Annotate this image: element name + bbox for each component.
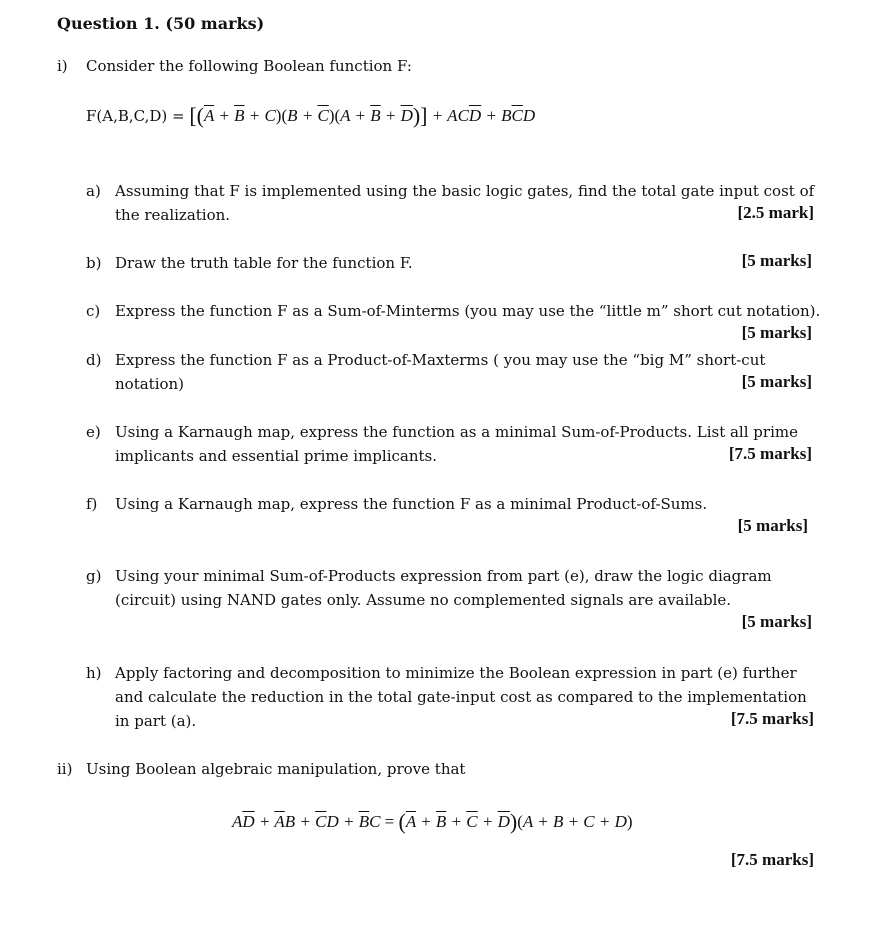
part-ii-marks: [7.5 marks]	[730, 850, 814, 869]
question-title: Question 1. (50 marks)	[57, 14, 265, 33]
item-g-line1: Using your minimal Sum-of-Products expression from part (e), draw the logic diagram	[115, 567, 772, 585]
item-d-marks: [5 marks]	[741, 372, 812, 391]
part-i-intro: Consider the following Boolean function F:	[86, 57, 412, 75]
item-a-letter: a)	[86, 182, 101, 200]
item-c-line1: Express the function F as a Sum-of-Minterms (you may use the “little m” short cut notation).	[115, 302, 821, 320]
item-b-marks: [5 marks]	[741, 251, 812, 270]
item-d-line2: notation)	[115, 375, 185, 393]
item-h-letter: h)	[86, 664, 102, 682]
part-ii-intro: Using Boolean algebraic manipulation, prove that	[86, 760, 466, 778]
item-b-line1: Draw the truth table for the function F.	[115, 254, 413, 272]
item-f-line1: Using a Karnaugh map, express the function F as a minimal Product-of-Sums.	[115, 495, 708, 513]
function-lhs: F(A,B,C,D) =	[86, 107, 190, 125]
part-ii-number: ii)	[57, 760, 73, 778]
item-d-letter: d)	[86, 351, 102, 369]
item-f-letter: f)	[86, 495, 98, 513]
item-a-marks: [2.5 mark]	[737, 203, 814, 222]
item-e-marks: [7.5 marks]	[728, 444, 812, 463]
item-h-line2: and calculate the reduction in the total gate-input cost as compared to the implementation	[115, 688, 807, 706]
item-a-line1: Assuming that F is implemented using the basic logic gates, find the total gate input cost of	[115, 182, 815, 200]
item-e-line1: Using a Karnaugh map, express the function as a minimal Sum-of-Products. List all prime	[115, 423, 798, 441]
part-i-number: i)	[57, 57, 68, 75]
function-f-formula	[86, 103, 535, 129]
item-c-letter: c)	[86, 302, 101, 320]
item-c-marks: [5 marks]	[741, 323, 812, 342]
item-a-line2: the realization.	[115, 206, 231, 224]
function-rhs: $[(\overline{A} + \overline{B} + C)(B + \overline{C})(A + \overline{B} + \overline{D})] + AC\overline{D} + B\overline{C}D$	[189, 103, 536, 128]
item-d-line1: Express the function F as a Product-of-Maxterms ( you may use the “big M” short-cut	[115, 351, 766, 369]
identity-formula: $A\overline{D} + \overline{A}B + \overline{C}D + \overline{B}C = (\overline{A} + \overline{B} + \overline{C} + \overline{D})(A + B + C + D)$	[232, 809, 633, 834]
item-e-line2: implicants and essential prime implicants.	[115, 447, 437, 465]
item-g-line2: (circuit) using NAND gates only. Assume no complemented signals are available.	[115, 591, 732, 609]
item-h-line1: Apply factoring and decomposition to minimize the Boolean expression in part (e) further	[115, 664, 797, 682]
item-b-letter: b)	[86, 254, 102, 272]
item-f-marks: [5 marks]	[737, 516, 808, 535]
item-h-marks: [7.5 marks]	[730, 709, 814, 728]
item-g-marks: [5 marks]	[741, 612, 812, 631]
item-e-letter: e)	[86, 423, 101, 441]
item-h-line3: in part (a).	[115, 712, 197, 730]
item-g-letter: g)	[86, 567, 102, 585]
